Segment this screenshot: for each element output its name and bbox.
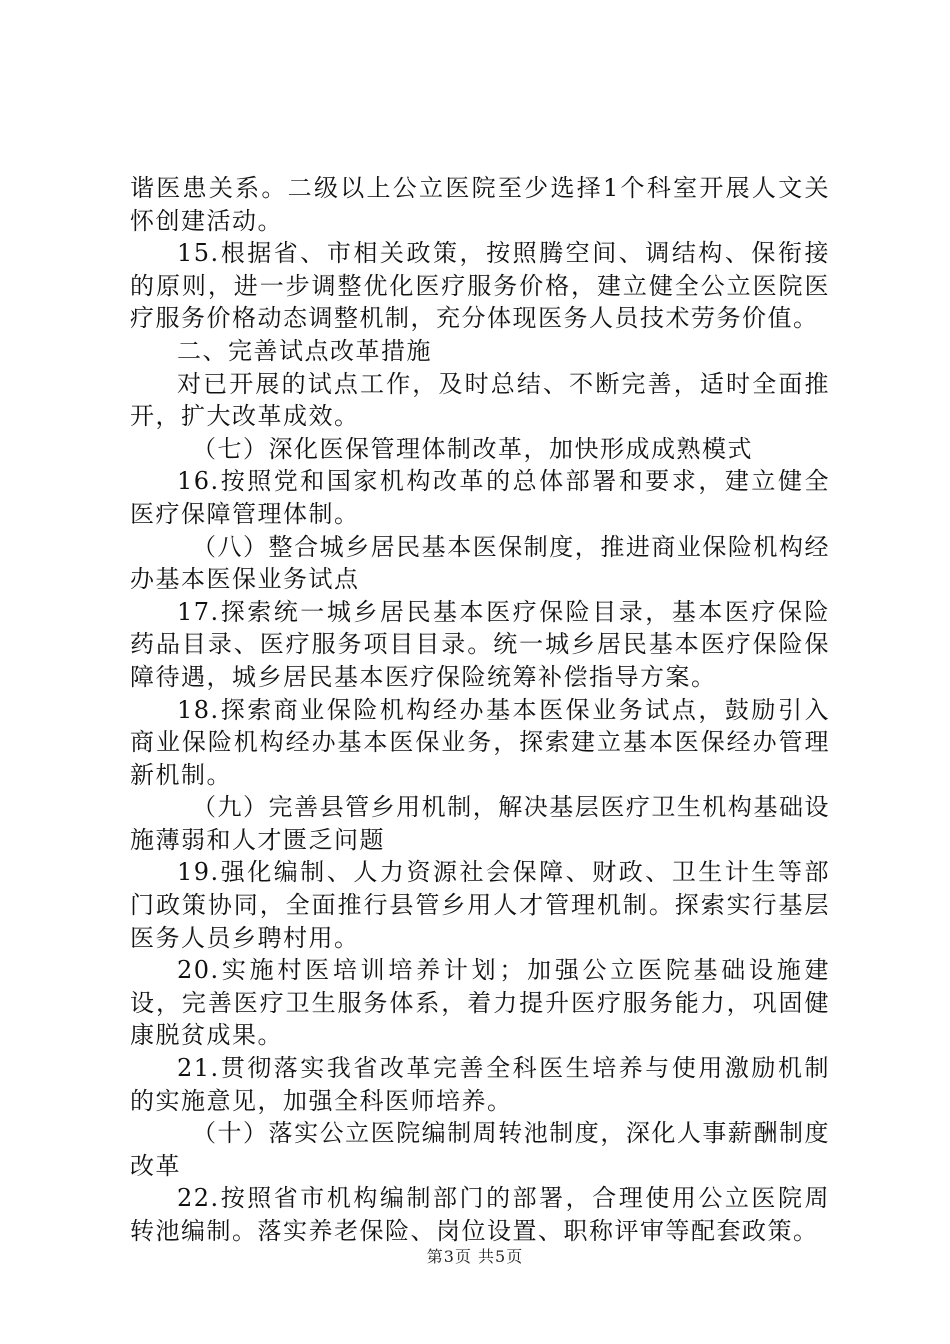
paragraph-item-16: 16.按照党和国家机构改革的总体部署和要求，建立健全医疗保障管理体制。 (130, 467, 830, 528)
paragraph-item-21: 21.贯彻落实我省改革完善全科医生培养与使用激励机制的实施意见，加强全科医师培养。 (130, 1054, 830, 1115)
page-number-footer: 第3页 共5页 (426, 1247, 524, 1266)
subheading-9: （九）完善县管乡用机制，解决基层医疗卫生机构基础设施薄弱和人才匮乏问题 (130, 793, 830, 854)
paragraph-item-20: 20.实施村医培训培养计划；加强公立医院基础设施建设，完善医疗卫生服务体系，着力提升医疗服务能力，巩固健康脱贫成果。 (130, 956, 830, 1050)
paragraph-item-18: 18.探索商业保险机构经办基本医保业务试点，鼓励引入商业保险机构经办基本医保业务，探索建立基本医保经办管理新机制。 (130, 695, 830, 789)
section-heading-2: 二、完善试点改革措施 (177, 336, 432, 365)
paragraph-section-intro: 对已开展的试点工作，及时总结、不断完善，适时全面推开，扩大改革成效。 (130, 369, 830, 431)
subheading-8: （八）整合城乡居民基本医保制度，推进商业保险机构经办基本医保业务试点 (130, 532, 830, 594)
paragraph-item-15: 15.根据省、市相关政策，按照腾空间、调结构、保衔接的原则，进一步调整优化医疗服务价格，建立健全公立医院医疗服务价格动态调整机制，充分体现医务人员技术劳务价值。 (130, 239, 830, 333)
paragraph-item-17: 17.探索统一城乡居民基本医疗保险目录，基本医疗保险药品目录、医疗服务项目目录。统一城乡居民基本医疗保险保障待遇，城乡居民基本医疗保险统筹补偿指导方案。 (130, 597, 830, 691)
document-body (130, 172, 830, 1248)
paragraph-item-22: 22.按照省市机构编制部门的部署，合理使用公立医院周转池编制。落实养老保险、岗位设置、职称评审等配套政策。 (130, 1184, 830, 1245)
subheading-7: （七）深化医保管理体制改革，加快形成成熟模式 (192, 434, 753, 463)
subheading-10: （十）落实公立医院编制周转池制度，深化人事薪酬制度改革 (130, 1119, 830, 1180)
paragraph-continuation: 谐医患关系。二级以上公立医院至少选择1个科室开展人文关怀创建活动。 (130, 174, 830, 235)
paragraph-item-19: 19.强化编制、人力资源社会保障、财政、卫生计生等部门政策协同，全面推行县管乡用人才管理机制。探索实行基层医务人员乡聘村用。 (130, 858, 830, 952)
